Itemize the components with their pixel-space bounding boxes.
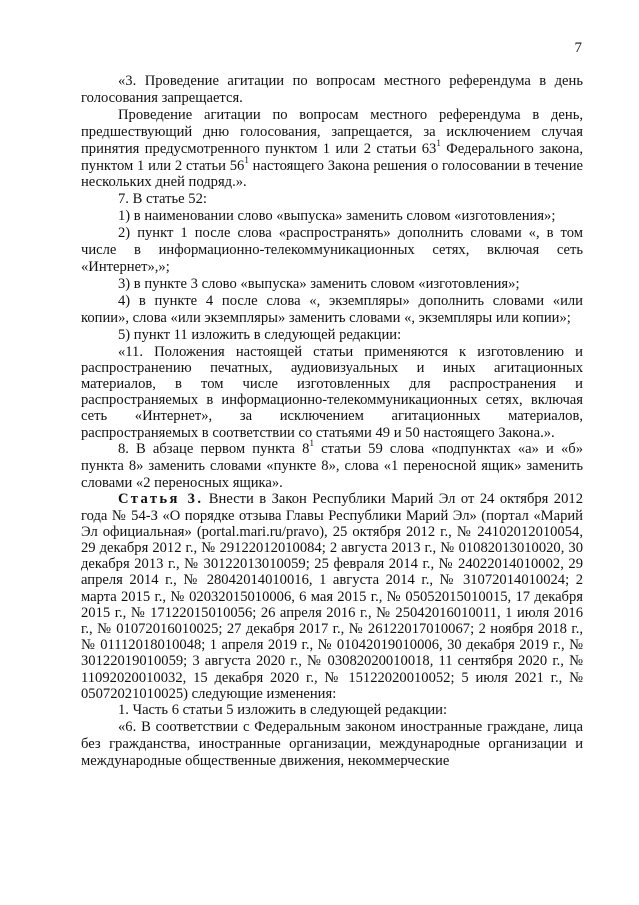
paragraph: 3) в пункте 3 слово «выпуска» заменить словом «изготовления»; — [118, 275, 520, 292]
paragraph — [81, 437, 583, 492]
paragraph: 5) пункт 11 изложить в следующей редакции: — [118, 326, 402, 343]
paragraph: «3. Проведение агитации по вопросам местного референдума в день голосования запрещается. — [81, 73, 583, 106]
paragraph: 7. В статье 52: — [118, 191, 207, 208]
superscript: 1 — [436, 137, 441, 148]
superscript: 1 — [244, 154, 249, 165]
paragraph: 1) в наименовании слово «выпуска» заменить словом «изготовления»; — [118, 208, 556, 225]
text-run: 8. В абзаце первом пункта 8 — [118, 440, 310, 457]
article-title: Статья 3. — [118, 491, 204, 508]
document-body — [81, 73, 583, 770]
text-run: настоящего Закона решения о голосовании в течение нескольких дней подряд.». — [81, 157, 584, 191]
paragraph: 4) в пункте 4 после слова «, экземпляры» дополнить словами «или копии», слова «или экземпляры» заменить словами «, экземпляры или копии»; — [81, 292, 583, 326]
paragraph: 1. Часть 6 статьи 5 изложить в следующей редакции: — [118, 702, 448, 719]
paragraph: 2) пункт 1 после слова «распространять» дополнить словами «, в том числе в информационно-телекоммуникационных сетях, включая сеть «Интернет»,»; — [81, 225, 583, 275]
text-run: статьи 59 слова «подпунктах «а» и «б» пункта 8» заменить словами «пункте 8», слова «1 переносной ящик» заменить словами «2 переносных ящика». — [81, 440, 583, 491]
paragraph: «11. Положения настоящей статьи применяются к изготовлению и распространению печатных, аудиовизуальных и иных агитационных материалов, в том числе изготовленных для распространения и распространяемых в информационно-телекоммуникационных сетях, включая сеть «Интернет», за исключением агитационных материалов, распространяемых в соответствии со статьями 49 и 50 настоящего Закона.». — [81, 343, 583, 441]
text-run: Федерального закона, пунктом 1 или 2 статьи 56 — [81, 140, 583, 174]
superscript: 1 — [309, 437, 314, 448]
paragraph — [81, 491, 583, 702]
text-run: Внести в Закон Республики Марий Эл от 24 октября 2012 года № 54-З «О порядке отзыва Главы Республики Марий Эл» (портал «Марий Эл официальная» (portal.mari.ru/pravo), 25 октября 2012 г., № 24102012010054, 29 декабря 2012 г., № 29122012010084; 2 августа 2013 г., № 01082013010020, 30 декабря 2013 г., № 30122013010059; 25 февраля 2014 г., № 24022014010002, 29 апреля 2014 г., № 28042014010016, 1 августа 2014 г., № 31072014010024; 2 марта 2015 г., № 02032015010006, 6 мая 2015 г., № 05052015010015, 17 декабря 2015 г., № 17122015010056; 26 апреля 2016 г., № 25042016010011, 1 июля 2016 г., № 01072016010025; 27 декабря 2017 г., № 26122017010067; 2 ноября 2018 г., № 01112018010048; 1 апреля 2019 г., № 01042019010006, 30 декабря 2019 г., № 30122019010059; 3 августа 2020 г., № 03082020010018, 11 сентября 2020 г., № 11092020010032, 15 декабря 2020 г., № 15122020010052; 5 июля 2021 г., № 05072021010025) следующие изменения: — [81, 491, 583, 702]
paragraph — [81, 107, 583, 192]
page-number: 7 — [574, 40, 582, 56]
text-run: Проведение агитации по вопросам местного референдума в день, предшествующий дню голосования, запрещается, за исключением случая принятия предусмотренного пунктом 1 или 2 статьи 63 — [81, 106, 583, 157]
paragraph: «6. В соответствии с Федеральным законом иностранные граждане, лица без гражданства, иностранные организации, международные организации и международные общественные движения, некоммерческие — [81, 718, 583, 769]
